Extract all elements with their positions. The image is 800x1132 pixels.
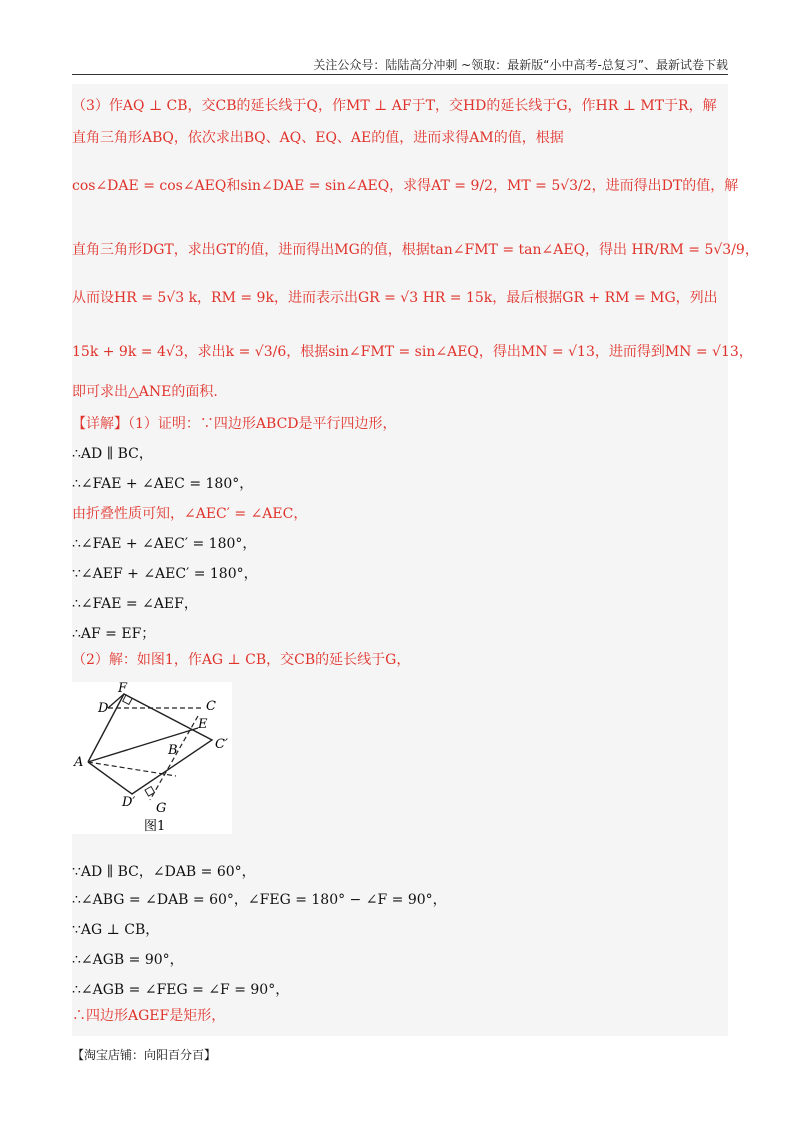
geometry-figure (72, 682, 232, 834)
text-line: 【详解】（1）证明：∵四边形ABCD是平行四边形， (72, 416, 397, 432)
label-B: B (168, 743, 178, 758)
text-line: 直角三角形DGT，求出GT的值，进而得出MG的值，根据tan∠FMT = tan∠AEQ，得出 HR/RM = 5√3/9， (72, 242, 759, 258)
text-line: ∵AG ⊥ CB， (72, 922, 160, 938)
text-line: （2）解：如图1，作AG ⊥ CB，交CB的延长线于G， (72, 652, 411, 668)
text-line: ∴∠AGB = ∠FEG = ∠F = 90°， (72, 982, 290, 998)
text-line: ∴∠FAE = ∠AEF， (72, 596, 198, 612)
label-C-prime: C′ (215, 737, 228, 752)
label-G: G (156, 801, 167, 816)
text-line: ∴∠ABG = ∠DAB = 60°，∠FEG = 180° − ∠F = 90°， (72, 892, 447, 908)
figure-caption: 图1 (144, 819, 166, 834)
header-rule (72, 74, 728, 75)
text-line: ∴∠FAE + ∠AEC = 180°， (72, 476, 254, 492)
figure-svg (72, 682, 232, 834)
label-D: D (98, 701, 109, 716)
label-C: C (206, 699, 216, 714)
text-line: 由折叠性质可知，∠AEC′ = ∠AEC， (72, 506, 308, 522)
text-line: ∴AD ∥ BC， (72, 446, 153, 462)
text-line: ∵∠AEF + ∠AEC′ = 180°， (72, 566, 258, 582)
text-line: ∴∠AGB = 90°， (72, 952, 184, 968)
label-D-prime: D′ (122, 795, 136, 810)
text-line: cos∠DAE = cos∠AEQ和sin∠DAE = sin∠AEQ，求得AT = 9/2，MT = 5√3/2，进而得出DT的值，解 (72, 178, 739, 194)
text-line: 15k + 9k = 4√3，求出k = √3/6，根据sin∠FMT = sin∠AEQ，得出MN = √13，进而得到MN = √13， (72, 344, 753, 360)
text-line: ∵AD ∥ BC，∠DAB = 60°， (72, 864, 256, 880)
document-body (72, 84, 759, 1036)
text-line: 即可求出△ANE的面积. (72, 384, 218, 400)
text-line: ∴四边形AGEF是矩形， (72, 1008, 226, 1024)
text-line: ∴∠FAE + ∠AEC′ = 180°， (72, 536, 257, 552)
page-header: 关注公众号：陆陆高分冲刺 ~领取：最新版“小中高考-总复习”、最新试卷下载 (313, 58, 728, 72)
label-A: A (74, 755, 84, 770)
text-line: 直角三角形ABQ，依次求出BQ、AQ、EQ、AE的值，进而求得AM的值，根据 (72, 130, 564, 146)
text-line: （3）作AQ ⊥ CB，交CB的延长线于Q，作MT ⊥ AF于T，交HD的延长线于G，作HR ⊥ MT于R，解 (72, 98, 717, 114)
label-E: E (198, 717, 208, 732)
label-F: F (118, 682, 128, 696)
text-line: ∴AF = EF； (72, 626, 156, 642)
text-line: 从而设HR = 5√3 k，RM = 9k，进而表示出GR = √3 HR = 15k，最后根据GR + RM = MG，列出 (72, 290, 718, 306)
page-footer: 【淘宝店铺：向阳百分百】 (72, 1048, 217, 1062)
